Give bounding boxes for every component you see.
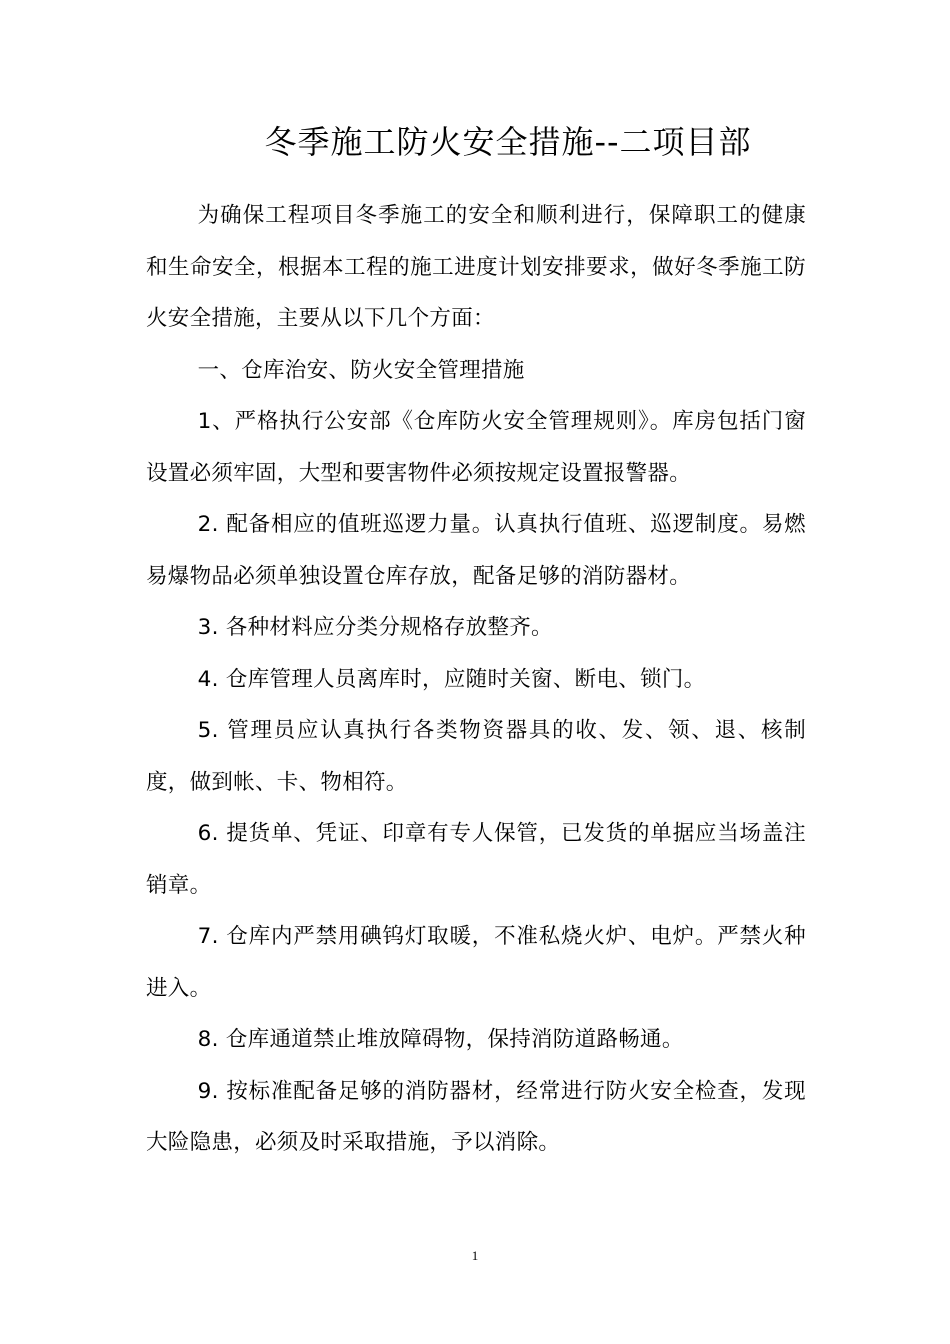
list-item-1: 1、严格执行公安部《仓库防火安全管理规则》。库房包括门窗设置必须牢固，大型和要害物件必须按规定设置报警器。 — [146, 409, 806, 486]
list-item-4: 4. 仓库管理人员离库时，应随时关窗、断电、锁门。 — [197, 666, 706, 692]
section-heading: 一、仓库治安、防火安全管理措施 — [197, 357, 525, 383]
list-item-2: 2. 配备相应的值班巡逻力量。认真执行值班、巡逻制度。易燃易爆物品必须单独设置仓库存放，配备足够的消防器材。 — [146, 512, 806, 589]
list-item-8: 8. 仓库通道禁止堆放障碍物，保持消防道路畅通。 — [197, 1027, 684, 1052]
document-title: 冬季施工防火安全措施--二项目部 — [264, 123, 752, 161]
list-item-6: 6. 提货单、凭证、印章有专人保管，已发货的单据应当场盖注销章。 — [146, 821, 806, 898]
document-body — [146, 190, 806, 1169]
list-item-9: 9. 按标准配备足够的消防器材，经常进行防火安全检查，发现大险隐患，必须及时采取措施，予以消除。 — [146, 1078, 806, 1155]
list-item-5: 5. 管理员应认真执行各类物资器具的收、发、领、退、核制度，做到帐、卡、物相符。 — [146, 718, 806, 795]
paragraph-intro: 为确保工程项目冬季施工的安全和顺利进行，保障职工的健康和生命安全，根据本工程的施工进度计划安排要求，做好冬季施工防火安全措施，主要从以下几个方面： — [146, 203, 806, 331]
page-number: 1 — [471, 1248, 479, 1263]
list-item-3: 3. 各种材料应分类分规格存放整齐。 — [197, 615, 553, 640]
list-item-7: 7. 仓库内严禁用碘钨灯取暖，不准私烧火炉、电炉。严禁火种进入。 — [146, 924, 806, 1001]
